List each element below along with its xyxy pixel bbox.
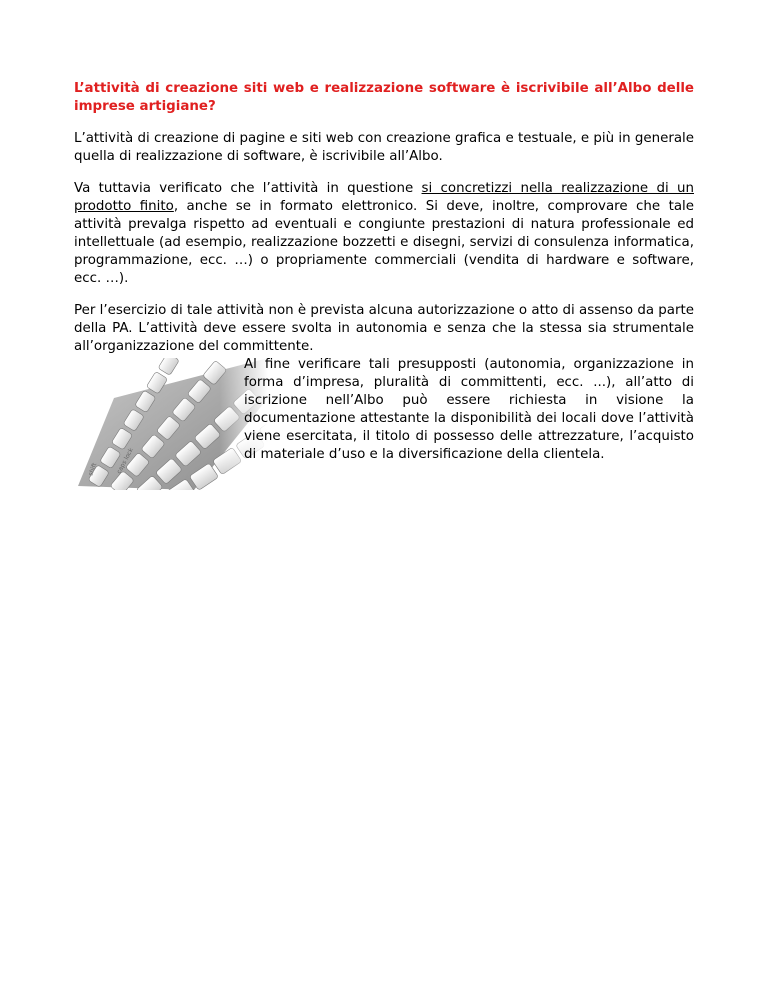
paragraph-2 xyxy=(74,180,694,288)
paragraph-2-start: Va tuttavia verificato che l’attività in questione xyxy=(74,181,422,196)
image-text-block xyxy=(74,356,694,516)
paragraph-2-underlined: si concretizzi nella realizzazione di un prodotto finito xyxy=(74,181,694,214)
document-body xyxy=(74,80,694,516)
keyboard-image xyxy=(74,358,268,490)
paragraph-2-end: , anche se in formato elettronico. Si deve, inoltre, comprovare che tale attività prevalga rispetto ad eventuali e congiunte prestazioni di natura professionale ed intellettuale (ad esempio, realizzazione bozzetti e disegni, servizi di consulenza informatica, programmazione, ecc. …) o propriamente commerciali (vendita di hardware e software, ecc. …). xyxy=(74,199,694,286)
document-title: L’attività di creazione siti web e realizzazione software è iscrivibile all’Albo delle imprese artigiane? xyxy=(74,81,694,114)
paragraph-3: Per l’esercizio di tale attività non è prevista alcuna autorizzazione o atto di assenso da parte della PA. L’attività deve essere svolta in autonomia e senza che la stessa sia strumentale all’organizzazione del committente. xyxy=(74,303,694,354)
paragraph-1: L’attività di creazione di pagine e siti web con creazione grafica e testuale, e più in generale quella di realizzazione di software, è iscrivibile all’Albo. xyxy=(74,131,694,164)
paragraph-4: Al fine verificare tali presupposti (autonomia, organizzazione in forma d’impresa, pluralità di committenti, ecc. ...), all’atto di iscrizione nell’Albo può essere richiesta in visione la documentazione attestante la disponibilità dei locali dove l’attività viene esercitata, il titolo di possesso delle attrezzature, l’acquisto di materiale d’uso e la diversificazione della clientela. xyxy=(244,357,694,462)
